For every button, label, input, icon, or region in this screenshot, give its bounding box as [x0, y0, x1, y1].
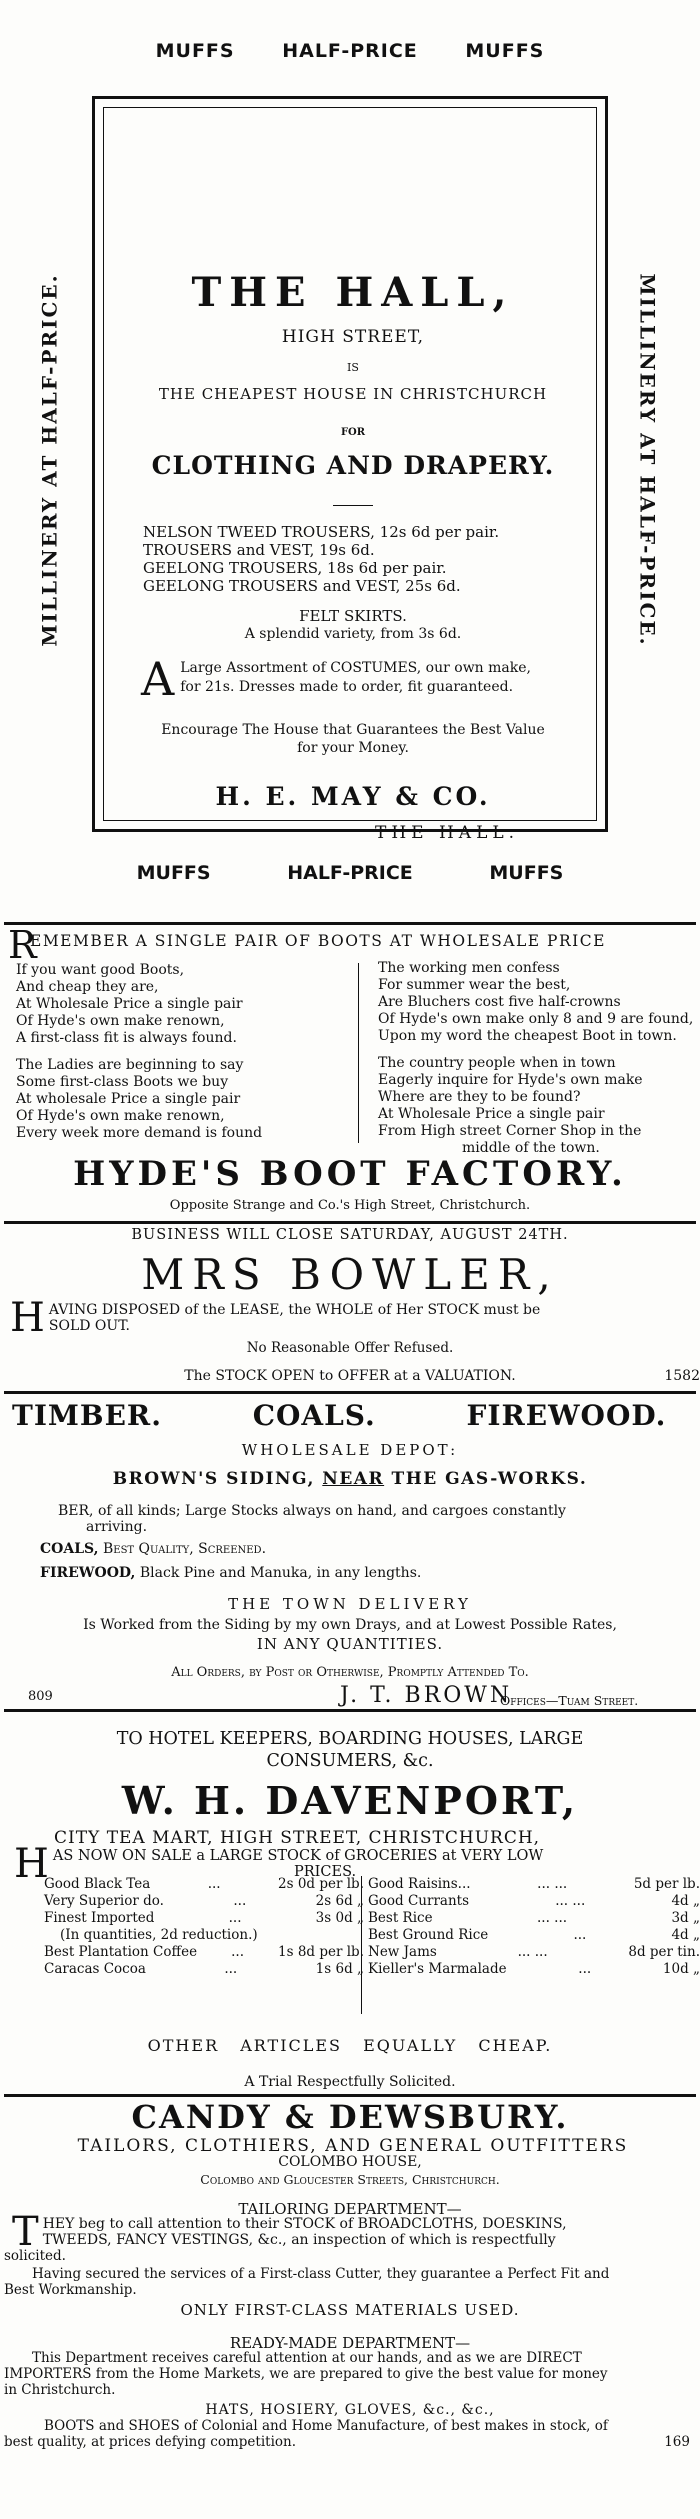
- davenport-name: W. H. DAVENPORT,: [121, 1778, 579, 1823]
- brown-offices: Offices—Tuam Street.: [500, 1693, 639, 1708]
- drop-cap: H: [14, 1841, 49, 1887]
- boots-shoes-paragraph: BOOTS and SHOES of Colonial and Home Manufacture, of best makes in stock, of best quality, at prices defying competition.: [4, 2418, 608, 2450]
- brown-name: J. T. BROWN: [340, 1683, 513, 1708]
- list-item: (In quantities, 2d reduction.): [60, 1927, 258, 1943]
- costumes-paragraph: [141, 652, 581, 706]
- section-rule: [4, 922, 696, 925]
- the-hall-advertisement: [0, 0, 700, 918]
- hall-price-list: [143, 523, 583, 595]
- muffs-word: MUFFS: [489, 862, 564, 884]
- price-line: GEELONG TROUSERS and VEST, 25s 6d.: [143, 577, 461, 595]
- price-list-right: [368, 1876, 700, 1978]
- column-divider: [358, 963, 359, 1143]
- list-item: New Jams ... ... 8d per tin.: [368, 1944, 700, 1960]
- firewood-line: FIREWOOD, Black Pine and Manuka, in any lengths.: [40, 1565, 422, 1581]
- list-item: Good Raisins... ... ... 5d per lb.: [368, 1876, 700, 1892]
- city-tea-mart: CITY TEA MART, HIGH STREET, CHRISTCHURCH,: [54, 1828, 541, 1848]
- wholesale-depot: WHOLESALE DEPOT:: [241, 1441, 459, 1459]
- hyde-title: HYDE'S BOOT FACTORY.: [73, 1154, 627, 1194]
- felt-skirts-heading: FELT SKIRTS.: [299, 607, 407, 625]
- first-class-materials: ONLY FIRST-CLASS MATERIALS USED.: [180, 2301, 520, 2319]
- mrs-bowler-notice: [0, 1222, 700, 1384]
- ad-number: 169: [664, 2434, 690, 2450]
- bowler-name: MRS BOWLER,: [141, 1250, 559, 1299]
- drop-cap: H: [10, 1295, 45, 1341]
- muffs-banner-bottom: [0, 862, 700, 884]
- costumes-line: Large Assortment of COSTUMES, our own make,: [180, 660, 531, 676]
- column-divider: [361, 1876, 362, 2014]
- hall-bordered-box: [92, 96, 608, 843]
- ready-made-paragraph: This Department receives careful attention at our hands, and as we are DIRECT IMPORTERS from the Home Markets, we are prepared to give the best value for money in Christchurch.: [4, 2350, 608, 2398]
- section-rule: [4, 1709, 696, 1712]
- business-close-notice: BUSINESS WILL CLOSE SATURDAY, AUGUST 24TH.: [131, 1227, 569, 1243]
- hall-cheapest-line: THE CHEAPEST HOUSE IN CHRISTCHURCH: [158, 385, 548, 403]
- town-delivery: THE TOWN DELIVERY: [228, 1595, 472, 1613]
- side-banner-left: MILLINERY AT HALF-PRICE.: [38, 273, 63, 647]
- davenport-tea-mart-advertisement: [0, 1716, 700, 2156]
- list-item: Best Rice ... ... 3d „: [368, 1910, 700, 1926]
- tailoring-department: TAILORING DEPARTMENT—: [238, 2200, 462, 2218]
- drop-cap: A: [141, 652, 175, 706]
- they-beg-paragraph: T HEY beg to call attention to their STOCK of BROADCLOTHS, DOESKINS, TWEEDS, FANCY VESTINGS, &c., an inspection of which is respectfully: [12, 2209, 567, 2255]
- any-quantities: IN ANY QUANTITIES.: [256, 1635, 444, 1653]
- hall-title: THE HALL,: [191, 269, 515, 316]
- hats-hosiery-gloves: HATS, HOSIERY, GLOVES, &c., &c.,: [205, 2402, 495, 2418]
- orders-attended: All Orders, by Post or Otherwise, Promptly Attended To.: [171, 1665, 529, 1680]
- ad-number: 809: [28, 1689, 53, 1704]
- davenport-has-paragraph: H AS NOW ON SALE a LARGE STOCK of GROCERIES at VERY LOW PRICES.: [14, 1841, 544, 1887]
- encourage-text: Encourage The House that Guarantees the Best Value for your Money.: [161, 722, 545, 756]
- price-line: GEELONG TROUSERS, 18s 6d per pair.: [143, 559, 447, 577]
- timber-coals-firewood-heading: TIMBER. COALS. FIREWOOD.: [12, 1399, 667, 1432]
- hall-street: HIGH STREET,: [281, 327, 425, 347]
- section-rule: [4, 1391, 696, 1394]
- hall-company-name: H. E. MAY & CO.: [215, 782, 491, 811]
- muffs-word: MUFFS: [465, 40, 545, 62]
- ready-made-department: READY-MADE DEPARTMENT—: [229, 2334, 471, 2352]
- half-price-word: HALF-PRICE: [282, 40, 418, 62]
- hall-clothing-drapery: CLOTHING AND DRAPERY.: [151, 451, 555, 480]
- tailors-clothiers: TAILORS, CLOTHIERS, AND GENERAL OUTFITTERS: [77, 2136, 629, 2156]
- browns-siding: BROWN'S SIDING, NEAR THE GAS-WORKS.: [112, 1469, 588, 1489]
- bowler-having-paragraph: H AVING DISPOSED of the LEASE, the WHOLE of Her STOCK must be SOLD OUT.: [10, 1295, 541, 1341]
- price-line: NELSON TWEED TROUSERS, 12s 6d per pair.: [143, 523, 500, 541]
- hyde-address: Opposite Strange and Co.'s High Street, Christchurch.: [169, 1198, 531, 1213]
- muffs-banner-top: [0, 40, 700, 62]
- side-banner-right: MILLINERY AT HALF-PRICE.: [636, 273, 661, 647]
- stock-open-offer: The STOCK OPEN to OFFER at a VALUATION.: [184, 1368, 516, 1384]
- brown-timber-advertisement: [0, 1395, 700, 1745]
- first-class-cutter: Having secured the services of a First-class Cutter, they guarantee a Perfect Fit and Best Workmanship.: [4, 2266, 610, 2298]
- list-item: Best Plantation Coffee ... 1s 8d per lb.: [44, 1944, 364, 1960]
- price-list-left: [44, 1876, 364, 1978]
- other-articles: OTHER ARTICLES EQUALLY CHEAP.: [147, 2036, 553, 2055]
- hall-signature: THE HALL.: [375, 823, 520, 843]
- solicited: solicited.: [4, 2248, 66, 2264]
- list-item: Kieller's Marmalade ... 10d „: [368, 1961, 700, 1977]
- list-item: Good Currants ... ... 4d „: [368, 1893, 700, 1909]
- no-reasonable-offer: No Reasonable Offer Refused.: [246, 1340, 454, 1356]
- list-item: Good Black Tea ... 2s 0d per lb.: [44, 1876, 364, 1892]
- hotel-keepers-heading: TO HOTEL KEEPERS, BOARDING HOUSES, LARGE CONSUMERS, &c.: [116, 1729, 584, 1771]
- muffs-word: MUFFS: [136, 862, 211, 884]
- poem-column-right: The working men confess For summer wear the best, Are Bluchers cost five half-crowns Of Hyde's own make only 8 and 9 are found, Upon my word the cheapest Boot in town. The country people when in town Eagerly inquire for Hyde's own make Where are they to be found? At Wholesale Price a single pair From High street Corner Shop in the middle of the town.: [378, 960, 694, 1156]
- coals-line: COALS, Best Quality, Screened.: [40, 1541, 267, 1557]
- list-item: Caracas Cocoa ... 1s 6d „: [44, 1961, 364, 1977]
- candy-dewsbury-name: CANDY & DEWSBURY.: [131, 2098, 569, 2136]
- poem-column-left: If you want good Boots, And cheap they are, At Wholesale Price a single pair Of Hyde's own make renown, A first-class fit is always found. The Ladies are beginning to say Some first-class Boots we buy At wholesale Price a single pair Of Hyde's own make renown, Every week more demand is found: [16, 962, 263, 1141]
- price-line: TROUSERS and VEST, 19s 6d.: [143, 541, 375, 559]
- candy-address: Colombo and Gloucester Streets, Christchurch.: [200, 2172, 500, 2187]
- worked-from-siding: Is Worked from the Siding by my own Drays, and at Lowest Possible Rates,: [83, 1617, 617, 1633]
- felt-skirts-detail: A splendid variety, from 3s 6d.: [244, 626, 462, 642]
- trial-solicited: A Trial Respectfully Solicited.: [244, 2074, 456, 2090]
- candy-dewsbury-advertisement: [0, 2096, 700, 2519]
- colombo-house: COLOMBO HOUSE,: [278, 2154, 422, 2170]
- ad-number: 1582: [664, 1368, 700, 1384]
- half-price-word: HALF-PRICE: [287, 862, 413, 884]
- list-item: Best Ground Rice ... 4d „: [368, 1927, 700, 1943]
- costumes-line: for 21s. Dresses made to order, fit guaranteed.: [180, 679, 514, 695]
- muffs-word: MUFFS: [155, 40, 235, 62]
- hyde-boot-factory-advertisement: R EMEMBER A SINGLE PAIR OF BOOTS AT WHOLESALE PRICE If you want good Boots, And cheap they are, At Wholesale Price a single pair Of Hyde's own make renown, A first-class fit is always found. The Ladies are beginning to say Some first-class Boots we buy At wholesale Price a single pair Of Hyde's own make renown, Every week more demand is found The working men confess For summer wear the best, Are Bluchers cost five half-crowns Of Hyde's own make only 8 and 9 are found, Upon my word the cheapest Boot in town. The country people when in town Eagerly inquire for Hyde's own make Where are they to be found? At Wholesale Price a single pair From High street Corner Shop in the middle of the town. HYDE'S BOOT FACTORY. Opposite Strange and Co.'s High Street, Christchurch.: [0, 918, 700, 1238]
- hall-for: FOR: [340, 427, 366, 438]
- list-item: Finest Imported ... 3s 0d „: [44, 1910, 364, 1926]
- hall-is: IS: [347, 361, 359, 374]
- drop-cap: R: [8, 923, 39, 967]
- timber-description: BER, of all kinds; Large Stocks always on hand, and cargoes constantly arriving.: [58, 1503, 566, 1535]
- drop-cap: T: [12, 2209, 39, 2255]
- list-item: Very Superior do. ... 2s 6d „: [44, 1893, 364, 1909]
- hall-divider: [333, 505, 373, 506]
